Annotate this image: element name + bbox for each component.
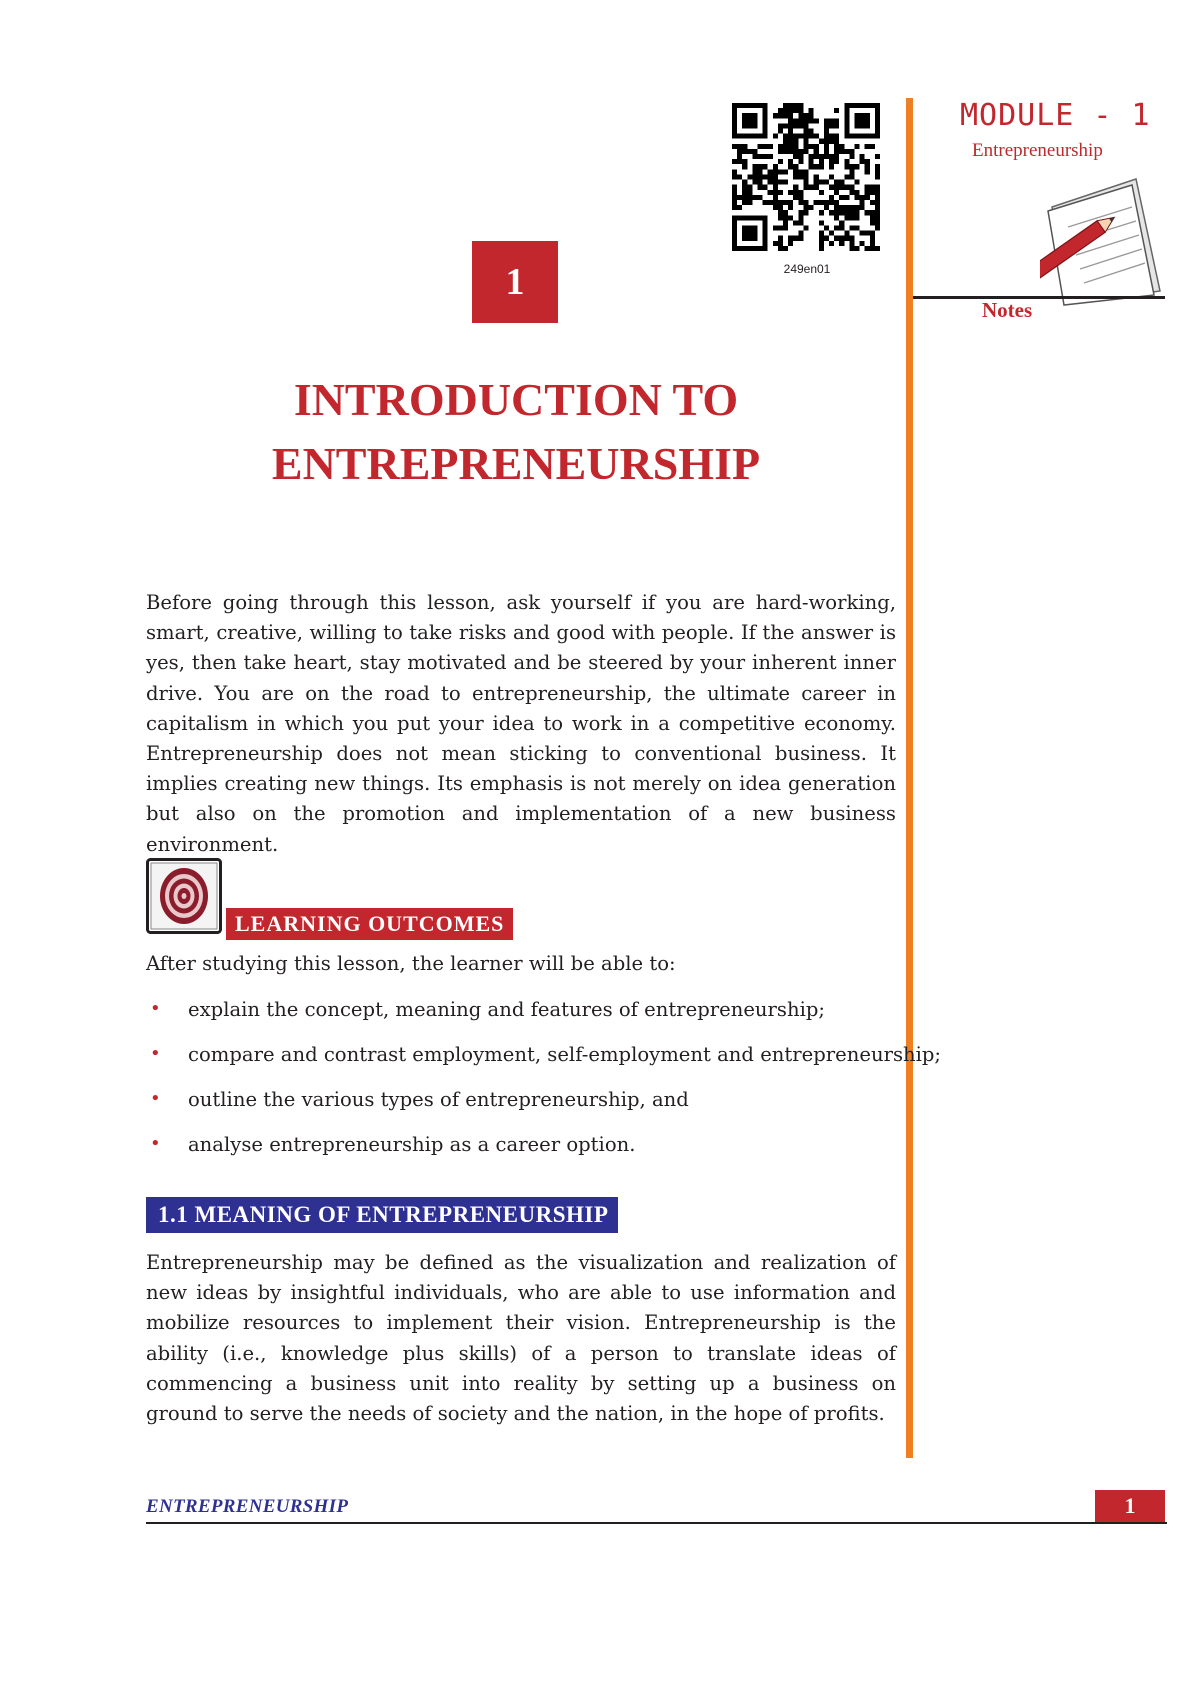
learning-outcomes-list [146,998,941,1178]
chapter-title-line-1: INTRODUCTION TO [293,374,739,425]
bullet: • [150,1043,161,1064]
page-number: 1 [1095,1490,1165,1522]
chapter-title-line-2: ENTREPRENEURSHIP [271,438,761,489]
notepad-pencil-icon [1040,175,1164,307]
chapter-number: 1 [472,241,558,323]
qr-code-icon [732,103,880,251]
module-subject: Entrepreneurship [972,140,1103,161]
list-item-text: analyse entrepreneurship as a career option. [188,1133,636,1156]
notes-divider [913,296,1165,299]
list-item [146,998,941,1043]
intro-paragraph: Before going through this lesson, ask yourself if you are hard-working, smart, creative, willing to take risks and good with people. If the answer is yes, then take heart, stay motivated and be steered by your inherent inner drive. You are on the road to entrepreneurship, the ultimate career in capitalism in which you put your idea to work in a competitive economy. Entrepreneurship does not mean sticking to conventional business. It implies creating new things. Its emphasis is not merely on idea generation but also on the promotion and implementation of a new business environment. [146,591,896,856]
list-item [146,1133,941,1178]
bullet: • [150,1088,161,1109]
list-item [146,1088,941,1133]
list-item-text: explain the concept, meaning and features of entrepreneurship; [188,998,825,1021]
learning-outcomes-intro: After studying this lesson, the learner will be able to: [146,952,676,975]
list-item-text: outline the various types of entrepreneurship, and [188,1088,689,1111]
chapter-title [146,368,886,496]
bullet: • [150,998,161,1019]
list-item [146,1043,941,1088]
list-item-text: compare and contrast employment, self-employment and entrepreneurship; [188,1043,942,1066]
section-heading: 1.1 MEANING OF ENTREPRENEURSHIP [146,1197,618,1233]
margin-rule [906,98,913,1458]
footer-label: ENTREPRENEURSHIP [146,1496,349,1517]
notes-label: Notes [982,298,1033,322]
meaning-paragraph: Entrepreneurship may be defined as the visualization and realization of new ideas by insightful individuals, who are able to use information and mobilize resources to implement their vision. Entrepreneurship is the ability (i.e., knowledge plus skills) of a person to translate ideas of commencing a business unit into reality by setting up a business on ground to serve the needs of society and the nation, in the hope of profits. [146,1251,896,1426]
learning-outcomes-heading: LEARNING OUTCOMES [226,908,513,940]
module-title: MODULE - 1 [960,98,1151,133]
qr-caption: 249en01 [783,262,831,276]
footer-rule [146,1522,1167,1524]
bullet: • [150,1133,161,1154]
target-icon [146,858,222,934]
